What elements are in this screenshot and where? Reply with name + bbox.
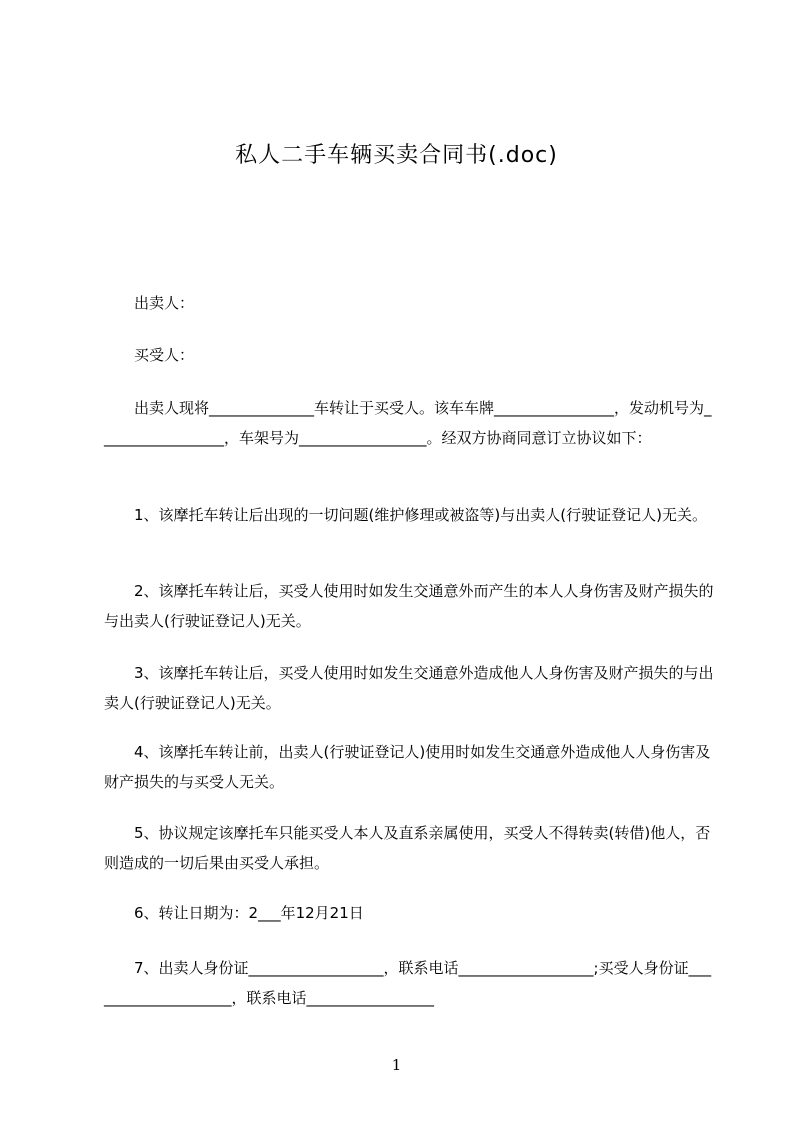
- seller-line: 出卖人：: [134, 294, 195, 312]
- document-title: 私人二手车辆买卖合同书(.doc): [235, 143, 558, 168]
- transfer-statement: 出卖人现将______________车转让于买受人。该车车牌________________，发动机号为_________________，车架号为_________________。经双方协商同意订立协议如下：: [104, 399, 712, 447]
- buyer-line: 买受人：: [134, 346, 195, 364]
- clause-3: 3、该摩托车转让后，买受人使用时如发生交通意外造成他人人身伤害及财产损失的与出卖人(行驶证登记人)无关。: [104, 664, 714, 712]
- clause-7-contact-info: 7、出卖人身份证__________________，联系电话__________________;买受人身份证____________________，联系电话_________________: [104, 959, 712, 1007]
- page-number: 1: [391, 1056, 402, 1074]
- clause-2: 2、该摩托车转让后，买受人使用时如发生交通意外而产生的本人人身伤害及财产损失的与出卖人(行驶证登记人)无关。: [104, 582, 714, 630]
- clause-5: 5、协议规定该摩托车只能买受人本人及直系亲属使用，买受人不得转卖(转借)他人，否则造成的一切后果由买受人承担。: [104, 824, 711, 872]
- clause-6-transfer-date: 6、转让日期为：2___年12月21日: [134, 904, 364, 922]
- clause-4: 4、该摩托车转让前，出卖人(行驶证登记人)使用时如发生交通意外造成他人人身伤害及财产损失的与买受人无关。: [104, 743, 711, 791]
- clause-1: 1、该摩托车转让后出现的一切问题(维护修理或被盗等)与出卖人(行驶证登记人)无关。: [134, 506, 707, 524]
